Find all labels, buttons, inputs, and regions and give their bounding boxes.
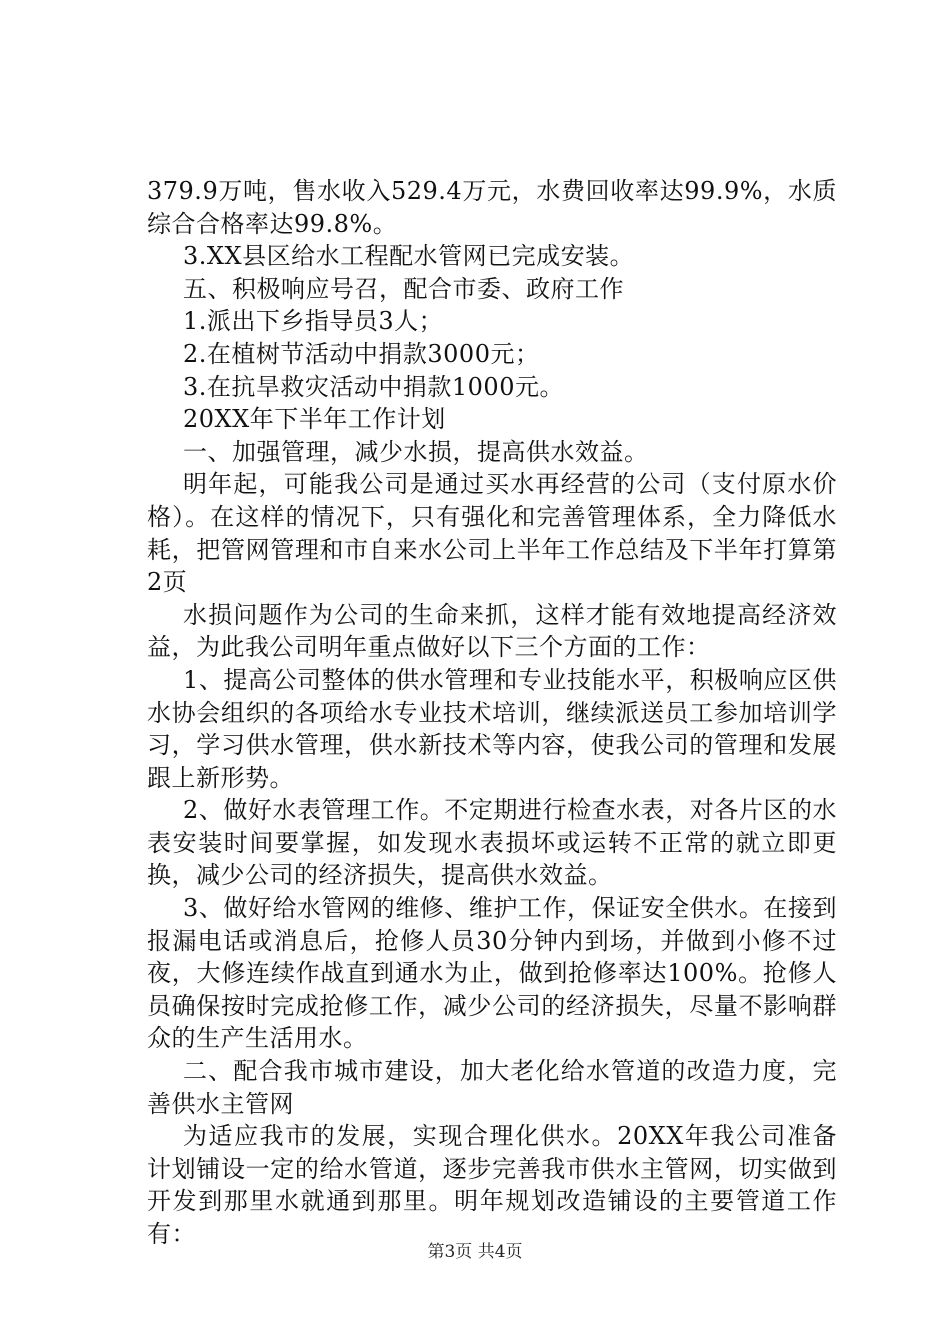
document-body [147,175,837,1251]
section-heading-2: 二、配合我市城市建设，加大老化给水管道的改造力度，完善供水主管网 [147,1057,837,1118]
paragraph-2: 3.XX县区给水工程配水管网已完成安装。 [183,242,635,271]
plan-item-3: 3、做好给水管网的维修、维护工作，保证安全供水。在接到报漏电话或消息后，抢修人员30分钟内到场，并做到小修不过夜，大修连续作战直到通水为止，做到抢修率达100%。抢修人员确保按时完成抢修工作，减少公司的经济损失，尽量不影响群众的生产生活用水。 [147,894,837,1053]
list-item-1: 1.派出下乡指导员3人； [183,307,444,336]
plan-item-2: 2、做好水表管理工作。不定期进行检查水表，对各片区的水表安装时间要掌握，如发现水表损坏或运转不正常的就立即更换，减少公司的经济损失，提高供水效益。 [147,796,837,890]
list-item-3: 3.在抗旱救灾活动中捐款1000元。 [183,372,564,401]
paragraph-pipeline: 为适应我市的发展，实现合理化供水。20XX年我公司准备计划铺设一定的给水管道，逐步完善我市供水主管网，切实做到开发到那里水就通到那里。明年规划改造铺设的主要管道工作有： [147,1122,837,1248]
plan-item-1: 1、提高公司整体的供水管理和专业技能水平，积极响应区供水协会组织的各项给水专业技术培训，继续派送员工参加培训学习，学习供水管理，供水新技术等内容，使我公司的管理和发展跟上新形势。 [147,665,837,792]
section-heading-1: 一、加强管理，减少水损，提高供水效益。 [183,437,649,466]
section-heading-5: 五、积极响应号召，配合市委、政府工作 [183,274,624,303]
plan-title: 20XX年下半年工作计划 [183,405,446,434]
paragraph-water-loss: 水损问题作为公司的生命来抓，这样才能有效地提高经济效益，为此我公司明年重点做好以下三个方面的工作： [147,600,837,662]
list-item-2: 2.在植树节活动中捐款3000元； [183,339,540,368]
paragraph-1: 379.9万吨，售水收入529.4万元，水费回收率达99.9%，水质综合合格率达99.8%。 [147,177,837,238]
page-number-footer: 第3页 共4页 [427,1242,523,1262]
paragraph-next-year: 明年起，可能我公司是通过买水再经营的公司（支付原水价格）。在这样的情况下，只有强化和完善管理体系，全力降低水耗，把管网管理和市自来水公司上半年工作总结及下半年打算第2页 [147,470,837,597]
